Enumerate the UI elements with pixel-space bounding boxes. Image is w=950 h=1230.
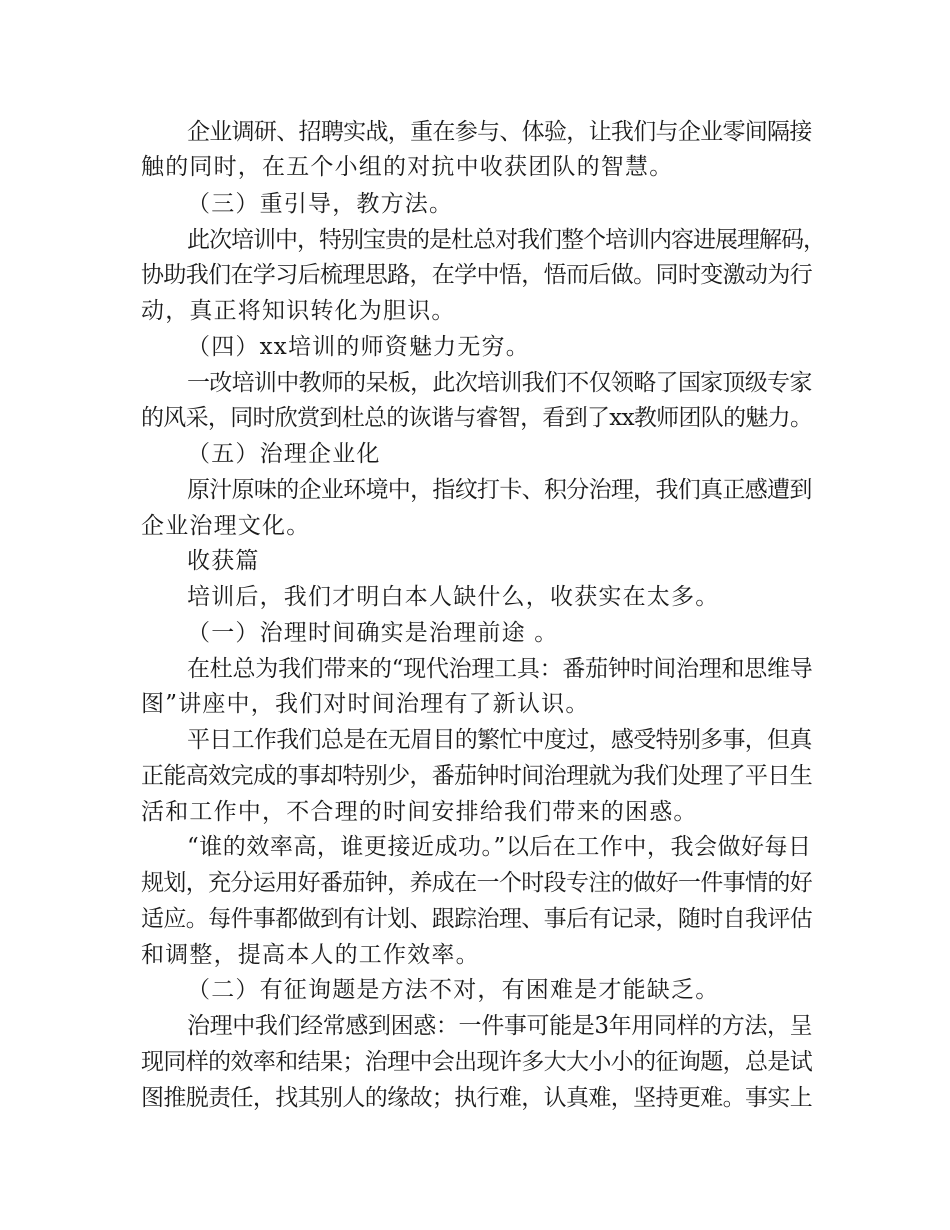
section-heading: （三）重引导，教方法。 — [187, 191, 454, 217]
text-line: 协助我们在学习后梳理思路，在学中悟，悟而后做。同时变激动为行 — [141, 262, 813, 288]
text-line: 一改培训中教师的呆板，此次培训我们不仅领略了国家顶级专家 — [187, 370, 812, 396]
section-title: 收获篇 — [187, 548, 260, 574]
section-heading: （一）治理时间确实是治理前途 。 — [187, 620, 559, 646]
section-heading: （二）有征询题是方法不对，有困难是才能缺乏。 — [187, 977, 720, 1003]
text-line: 原汁原味的企业环境中，指纹打卡、积分治理，我们真正感遭到 — [187, 477, 812, 503]
text-line: 规划，充分运用好番茄钟，养成在一个时段专注的做好一件事情的好 — [141, 870, 813, 896]
text-line: 现同样的效率和结果；治理中会出现许多大大小小的征询题，总是试 — [141, 1049, 813, 1075]
text-line: 和调整，提高本人的工作效率。 — [141, 942, 480, 968]
text-line: 企业调研、招聘实战，重在参与、体验，让我们与企业零间隔接 — [187, 119, 812, 145]
text-line: 的风采，同时欣赏到杜总的诙谐与睿智，看到了xx教师团队的魅力。 — [141, 405, 813, 431]
section-heading: （五）治理企业化 — [187, 441, 381, 467]
text-line: 图”讲座中，我们对时间治理有了新认识。 — [141, 691, 590, 717]
text-line: 动，真正将知识转化为胆识。 — [141, 298, 456, 324]
text-line: 培训后，我们才明白本人缺什么，收获实在太多。 — [187, 584, 720, 610]
text-line: 在杜总为我们带来的“现代治理工具：番茄钟时间治理和思维导 — [187, 656, 813, 682]
text-line: “谁的效率高，谁更接近成功。”以后在工作中，我会做好每日 — [187, 834, 812, 860]
text-line: 图推脱责任，找其别人的缘故；执行难，认真难，坚持更难。事实上 — [141, 1085, 813, 1111]
text-line: 治理中我们经常感到困惑：一件事可能是3年用同样的方法，呈 — [187, 1013, 813, 1039]
text-line: 触的同时，在五个小组的对抗中收获团队的智慧。 — [141, 154, 674, 180]
section-heading: （四）xx培训的师资魅力无穷。 — [187, 334, 530, 360]
text-line: 正能高效完成的事却特别少，番茄钟时间治理就为我们处理了平日生 — [141, 763, 813, 789]
text-line: 平日工作我们总是在无眉目的繁忙中度过，感受特别多事，但真 — [187, 727, 812, 753]
text-line: 企业治理文化。 — [141, 513, 311, 539]
text-line: 适应。每件事都做到有计划、跟踪治理、事后有记录，随时自我评估 — [141, 906, 813, 932]
text-line: 此次培训中，特别宝贵的是杜总对我们整个培训内容进展理解码， — [187, 227, 825, 253]
text-line: 活和工作中，不合理的时间安排给我们带来的困惑。 — [141, 799, 698, 825]
